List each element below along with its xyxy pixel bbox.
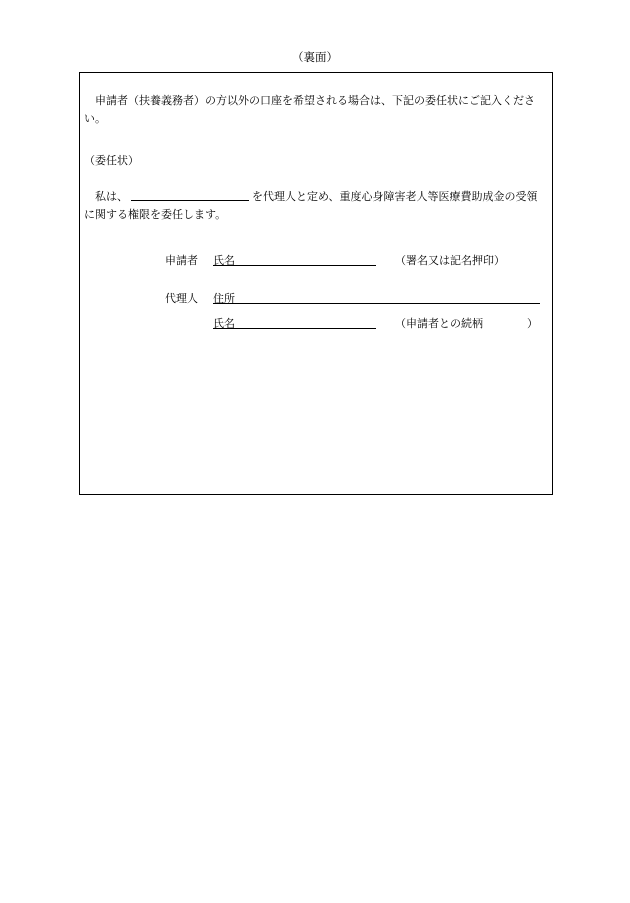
agent-role-label: 代理人 (165, 292, 198, 305)
delegation-form-box (79, 72, 553, 495)
agent-address-field[interactable] (213, 303, 540, 304)
agent-relation-open: （申請者との続柄 (395, 317, 483, 330)
delegation-text-before: 私は、 (95, 190, 128, 203)
applicant-signature-note: （署名又は記名押印） (395, 254, 505, 267)
agent-address-label: 住所 (213, 292, 235, 305)
agent-name-field[interactable] (213, 328, 376, 329)
agent-relation-close: ） (527, 317, 538, 330)
agent-name-blank[interactable] (131, 188, 249, 201)
section-label-delegation: （委任状） (84, 154, 139, 167)
applicant-role-label: 申請者 (165, 254, 198, 267)
agent-name-label: 氏名 (213, 317, 235, 330)
delegation-text-after: を代理人と定め、重度心身障害老人等医療費助成金の受領に関する権限を委任します。 (84, 190, 538, 221)
delegation-paragraph (84, 188, 546, 224)
intro-paragraph: 申請者（扶養義務者）の方以外の口座を希望される場合は、下記の委任状にご記入ください。 (84, 94, 535, 125)
applicant-name-label: 氏名 (213, 254, 235, 267)
applicant-name-field[interactable] (213, 265, 376, 266)
page-header: （裏面） (292, 50, 338, 64)
